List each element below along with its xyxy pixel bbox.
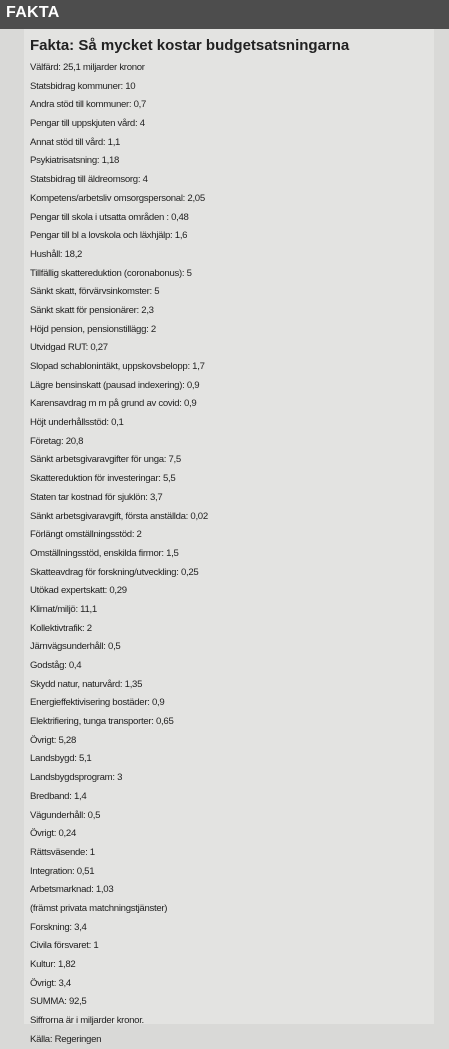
fact-line: Arbetsmarknad: 1,03	[30, 884, 114, 896]
fact-line: Välfärd: 25,1 miljarder kronor	[30, 62, 145, 73]
fact-line: Lägre bensinskatt (pausad indexering): 0,9	[30, 379, 200, 391]
fact-line: Sänkt skatt för pensionärer: 2,3	[30, 304, 154, 316]
fact-line: Utökad expertskatt: 0,29	[30, 585, 127, 597]
fact-line: Hushåll: 18,2	[30, 248, 83, 260]
fact-line: Civila försvaret: 1	[30, 940, 99, 952]
fact-line: Omställningsstöd, enskilda firmor: 1,5	[30, 547, 179, 559]
fact-line: Vägunderhåll: 0,5	[30, 809, 101, 821]
fact-line: Staten tar kostnad för sjuklön: 3,7	[30, 491, 163, 503]
fact-line: Psykiatrisatsning: 1,18	[30, 155, 120, 167]
fact-line: Andra stöd till kommuner: 0,7	[30, 99, 147, 111]
fact-line: Skatteavdrag för forskning/utveckling: 0,25	[30, 566, 199, 578]
fact-line: Forskning: 3,4	[30, 921, 87, 933]
fact-line: Rättsväsende: 1	[30, 846, 95, 858]
fact-box-title: Fakta: Så mycket kostar budgetsatsningarna	[30, 37, 350, 54]
fact-line: Sänkt arbetsgivaravgift, första anställda: 0,02	[30, 510, 208, 522]
fakta-label: FAKTA	[6, 4, 60, 21]
fact-line: Utvidgad RUT: 0,27	[30, 342, 108, 354]
fact-line: Kollektivtrafik: 2	[30, 622, 92, 634]
fact-line: Kompetens/arbetsliv omsorgspersonal: 2,05	[30, 192, 205, 204]
fact-line: Slopad schablonintäkt, uppskovsbelopp: 1,7	[30, 361, 205, 372]
fact-line: Integration: 0,51	[30, 865, 95, 877]
fact-line: Övrigt: 5,28	[30, 734, 76, 746]
fact-line: Godståg: 0,4	[30, 660, 82, 671]
fact-line: Statsbidrag till äldreomsorg: 4	[30, 174, 148, 186]
fact-line: Sänkt arbetsgivaravgifter för unga: 7,5	[30, 454, 181, 466]
fact-line: Övrigt: 3,4	[30, 977, 71, 989]
fact-line: Höjt underhållsstöd: 0,1	[30, 417, 124, 429]
fact-line: Järnvägsunderhåll: 0,5	[30, 641, 121, 653]
fact-line: Bredband: 1,4	[30, 790, 87, 802]
fact-line: Energieffektivisering bostäder: 0,9	[30, 697, 165, 709]
fact-line: Siffrorna är i miljarder kronor.	[30, 1015, 144, 1027]
fact-line: Pengar till uppskjuten vård: 4	[30, 118, 145, 130]
fact-line: Elektrifiering, tunga transporter: 0,65	[30, 716, 174, 728]
fakta-header-bar	[0, 0, 449, 29]
fact-line: Förlängt omställningsstöd: 2	[30, 529, 142, 541]
fact-line: Klimat/miljö: 11,1	[30, 603, 97, 615]
fact-line: Kultur: 1,82	[30, 959, 76, 970]
fact-line: SUMMA: 92,5	[30, 996, 87, 1008]
fact-line: Karensavdrag m m på grund av covid: 0,9	[30, 398, 197, 410]
fact-line: Källa: Regeringen	[30, 1033, 102, 1045]
fact-list	[30, 59, 208, 1049]
fact-line: Företag: 20,8	[30, 435, 84, 447]
fact-line: Tillfällig skattereduktion (coronabonus): 5	[30, 267, 192, 279]
fact-line: Höjd pension, pensionstillägg: 2	[30, 323, 156, 335]
fact-line: Landsbygd: 5,1	[30, 753, 92, 765]
fact-line: Sänkt skatt, förvärvsinkomster: 5	[30, 286, 160, 298]
fact-line: Statsbidrag kommuner: 10	[30, 80, 136, 92]
fact-line: Övrigt: 0,24	[30, 828, 76, 840]
fact-line: Skattereduktion för investeringar: 5,5	[30, 473, 176, 485]
fact-line: (främst privata matchningstjänster)	[30, 902, 168, 914]
fact-line: Pengar till bl a lovskola och läxhjälp: 1,6	[30, 230, 188, 242]
fact-line: Pengar till skola i utsatta områden : 0,48	[30, 211, 189, 223]
fact-line: Landsbygdsprogram: 3	[30, 772, 123, 784]
fact-line: Skydd natur, naturvård: 1,35	[30, 678, 143, 690]
fact-line: Annat stöd till vård: 1,1	[30, 136, 121, 148]
